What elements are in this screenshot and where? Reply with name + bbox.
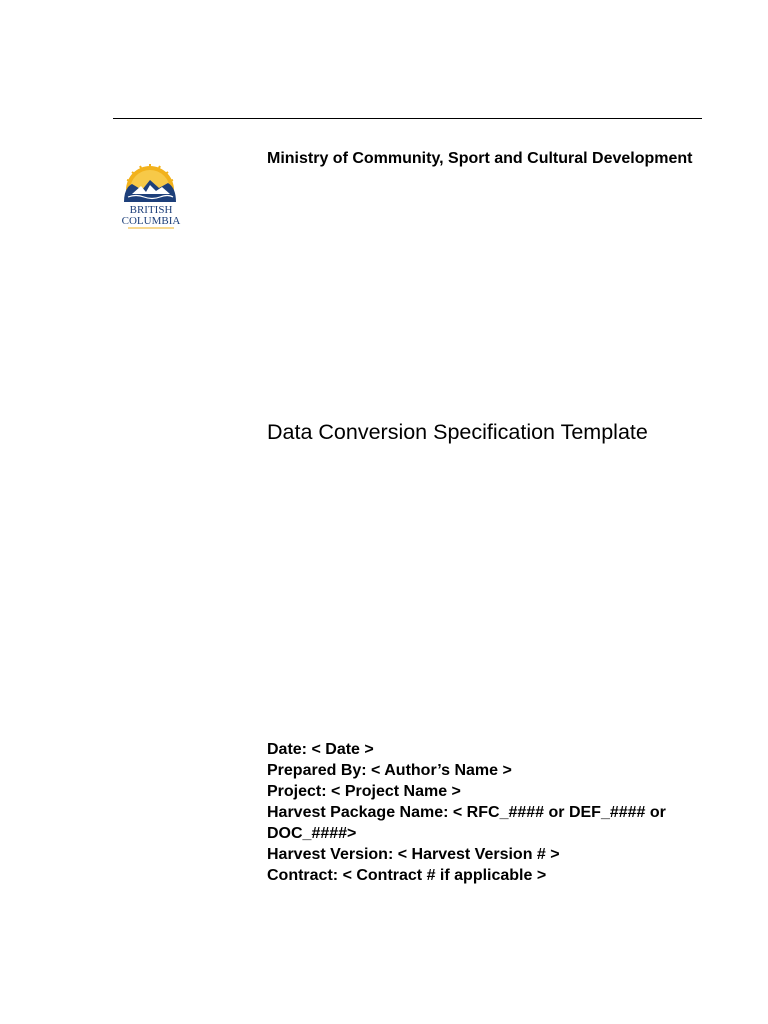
bc-logo-graphic: [110, 150, 198, 230]
meta-project: [267, 781, 697, 802]
meta-version-value: < Harvest Version # >: [397, 846, 560, 863]
meta-package-name: [267, 802, 697, 844]
meta-harvest-version: [267, 844, 697, 865]
meta-prepared-label: Prepared By:: [267, 762, 367, 779]
meta-prepared-value: < Author’s Name >: [371, 762, 512, 779]
meta-project-label: Project:: [267, 783, 327, 800]
meta-version-label: Harvest Version:: [267, 846, 394, 863]
meta-package-value: < RFC_#### or DEF_#### or DOC_####>: [267, 804, 666, 842]
meta-prepared-by: [267, 760, 697, 781]
document-metadata: [267, 739, 697, 886]
meta-date: [267, 739, 697, 760]
meta-contract-value: < Contract # if applicable >: [342, 867, 547, 884]
meta-date-value: < Date >: [311, 741, 374, 758]
logo-text-columbia: COLUMBIA: [121, 215, 181, 227]
bc-government-logo: [110, 150, 198, 230]
meta-contract-label: Contract:: [267, 867, 339, 884]
ministry-name: Ministry of Community, Sport and Cultural Development: [267, 150, 693, 167]
logo-text-british: BRITISH: [129, 204, 173, 216]
meta-date-label: Date:: [267, 741, 308, 758]
meta-package-label: Harvest Package Name:: [267, 804, 449, 821]
document-title: Data Conversion Specification Template: [267, 420, 648, 444]
meta-project-value: < Project Name >: [331, 783, 461, 800]
header-divider: [113, 118, 702, 119]
meta-contract: [267, 865, 697, 886]
